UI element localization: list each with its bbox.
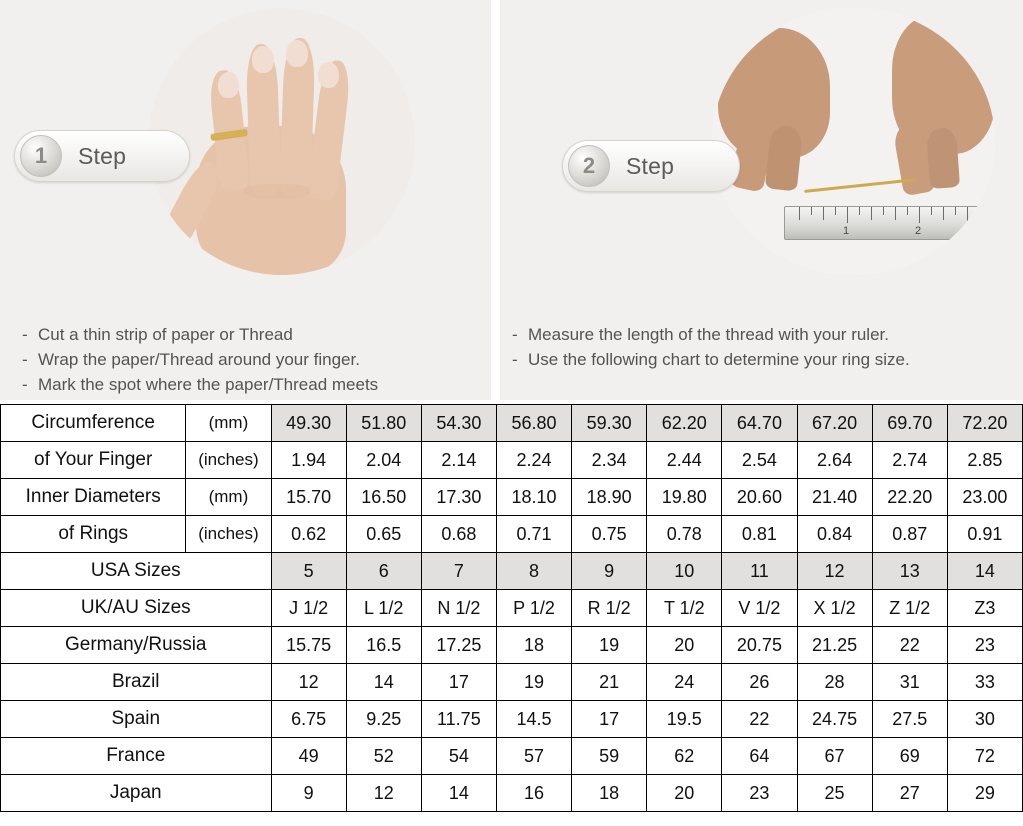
cell: 64.70 [722,405,797,442]
bullet-dash: - [22,325,28,344]
cell: 0.62 [271,516,346,553]
cell: 2.64 [797,442,872,479]
row-label: Inner Diameters [1,479,186,516]
cell: 0.81 [722,516,797,553]
cell: 10 [647,553,722,590]
cell: 49.30 [271,405,346,442]
cell: 21.40 [797,479,872,516]
instruction-text: Wrap the paper/Thread around your finger. [38,350,360,369]
list-item [512,347,1012,372]
cell: 2.04 [346,442,421,479]
cell: 56.80 [496,405,571,442]
ruler-number: 3 [963,225,970,237]
row-label: Spain [1,701,272,738]
steps-section [0,0,1023,400]
row-unit: (mm) [186,405,271,442]
step-1-badge [14,130,190,182]
step-1-label: Step [78,142,127,169]
cell: 11.75 [421,701,496,738]
list-item [22,347,492,372]
row-label: Germany/Russia [1,627,272,664]
cell: 16.5 [346,627,421,664]
cell: 6.75 [271,701,346,738]
row-label: France [1,738,272,775]
cell: 19 [572,627,647,664]
cell: 14 [421,775,496,812]
cell: 17 [421,664,496,701]
instruction-text: Mark the spot where the paper/Thread meets [38,375,379,394]
cell: 11 [722,553,797,590]
cell: 51.80 [346,405,421,442]
cell: 23 [947,627,1022,664]
cell: 14 [947,553,1022,590]
cell: 27.5 [872,701,947,738]
cell: 0.65 [346,516,421,553]
panel-divider [491,0,500,400]
cell: 33 [947,664,1022,701]
step-2-instructions [512,322,1012,372]
cell: 20.60 [722,479,797,516]
cell: 28 [797,664,872,701]
bullet-dash: - [512,325,518,344]
cell: 12 [271,664,346,701]
ruler-number: 1 [843,225,850,237]
step-2-panel [500,0,1023,400]
bullet-dash: - [22,350,28,369]
cell: 24 [647,664,722,701]
cell: 24.75 [797,701,872,738]
ring-size-table [0,404,1023,812]
cell: 25 [797,775,872,812]
cell: 29 [947,775,1022,812]
cell: V 1/2 [722,590,797,627]
cell: 19 [496,664,571,701]
cell: 31 [872,664,947,701]
cell: 0.91 [947,516,1022,553]
step-2-number: 2 [568,145,610,187]
cell: 5 [271,553,346,590]
cell: 2.74 [872,442,947,479]
cell: J 1/2 [271,590,346,627]
cell: 23.00 [947,479,1022,516]
cell: 17.30 [421,479,496,516]
cell: R 1/2 [572,590,647,627]
cell: 69.70 [872,405,947,442]
cell: 18.10 [496,479,571,516]
cell: 16 [496,775,571,812]
row-unit: (inches) [186,442,271,479]
cell: 1.94 [271,442,346,479]
cell: 0.75 [572,516,647,553]
cell: 18 [572,775,647,812]
hand-illustration [148,8,415,275]
cell: 72.20 [947,405,1022,442]
cell: 12 [797,553,872,590]
list-item [22,322,492,347]
table-row [1,405,1023,442]
ruler-number: 2 [915,225,922,237]
row-label: of Rings [1,516,186,553]
cell: 26 [722,664,797,701]
cell: 22 [872,627,947,664]
table-row [1,442,1023,479]
step-1-number: 1 [20,135,62,177]
cell: X 1/2 [797,590,872,627]
cell: 59 [572,738,647,775]
cell: 23 [722,775,797,812]
cell: 20.75 [722,627,797,664]
list-item [22,372,492,397]
table-row [1,775,1023,812]
cell: 15.75 [271,627,346,664]
step-1-panel [0,0,491,400]
cell: 6 [346,553,421,590]
cell: 21 [572,664,647,701]
cell: 21.25 [797,627,872,664]
cell: 0.87 [872,516,947,553]
row-label: Japan [1,775,272,812]
cell: 2.85 [947,442,1022,479]
instruction-text: Cut a thin strip of paper or Thread [38,325,293,344]
step-2-badge [562,140,740,192]
cell: 13 [872,553,947,590]
cell: 0.71 [496,516,571,553]
cell: 57 [496,738,571,775]
table-row [1,590,1023,627]
table-row [1,553,1023,590]
cell: 19.80 [647,479,722,516]
cell: Z3 [947,590,1022,627]
cell: 18.90 [572,479,647,516]
cell: 9 [572,553,647,590]
cell: 0.78 [647,516,722,553]
step-2-label: Step [626,152,675,179]
instruction-text: Measure the length of the thread with your ruler. [528,325,889,344]
cell: 2.44 [647,442,722,479]
cell: 2.24 [496,442,571,479]
cell: 22 [722,701,797,738]
cell: 62 [647,738,722,775]
cell: 2.14 [421,442,496,479]
cell: 62.20 [647,405,722,442]
cell: 2.34 [572,442,647,479]
cell: 7 [421,553,496,590]
cell: N 1/2 [421,590,496,627]
cell: 30 [947,701,1022,738]
cell: L 1/2 [346,590,421,627]
table-row [1,479,1023,516]
cell: 15.70 [271,479,346,516]
cell: 54.30 [421,405,496,442]
cell: 14 [346,664,421,701]
cell: 19.5 [647,701,722,738]
cell: 18 [496,627,571,664]
cell: 54 [421,738,496,775]
table-row [1,516,1023,553]
ruler-illustration [712,8,995,275]
cell: 9 [271,775,346,812]
step-2-photo [712,8,995,275]
cell: T 1/2 [647,590,722,627]
list-item [512,322,1012,347]
ruler [784,206,994,240]
cell: 67 [797,738,872,775]
row-label: UK/AU Sizes [1,590,272,627]
cell: 67.20 [797,405,872,442]
row-unit: (inches) [186,516,271,553]
cell: 8 [496,553,571,590]
cell: P 1/2 [496,590,571,627]
cell: 52 [346,738,421,775]
row-unit: (mm) [186,479,271,516]
cell: 69 [872,738,947,775]
bullet-dash: - [512,350,518,369]
instruction-text: Use the following chart to determine your ring size. [528,350,910,369]
cell: 49 [271,738,346,775]
cell: 9.25 [346,701,421,738]
row-label: Brazil [1,664,272,701]
table-row [1,664,1023,701]
step-1-photo [148,8,415,275]
cell: Z 1/2 [872,590,947,627]
row-label: of Your Finger [1,442,186,479]
cell: 27 [872,775,947,812]
cell: 59.30 [572,405,647,442]
cell: 16.50 [346,479,421,516]
cell: 20 [647,775,722,812]
cell: 20 [647,627,722,664]
cell: 0.68 [421,516,496,553]
cell: 14.5 [496,701,571,738]
cell: 2.54 [722,442,797,479]
cell: 64 [722,738,797,775]
cell: 0.84 [797,516,872,553]
table-row [1,738,1023,775]
cell: 17 [572,701,647,738]
cell: 12 [346,775,421,812]
cell: 17.25 [421,627,496,664]
cell: 72 [947,738,1022,775]
table-row [1,627,1023,664]
step-1-instructions [22,322,492,397]
cell: 22.20 [872,479,947,516]
row-label: Circumference [1,405,186,442]
bullet-dash: - [22,375,28,394]
row-label: USA Sizes [1,553,272,590]
table-row [1,701,1023,738]
